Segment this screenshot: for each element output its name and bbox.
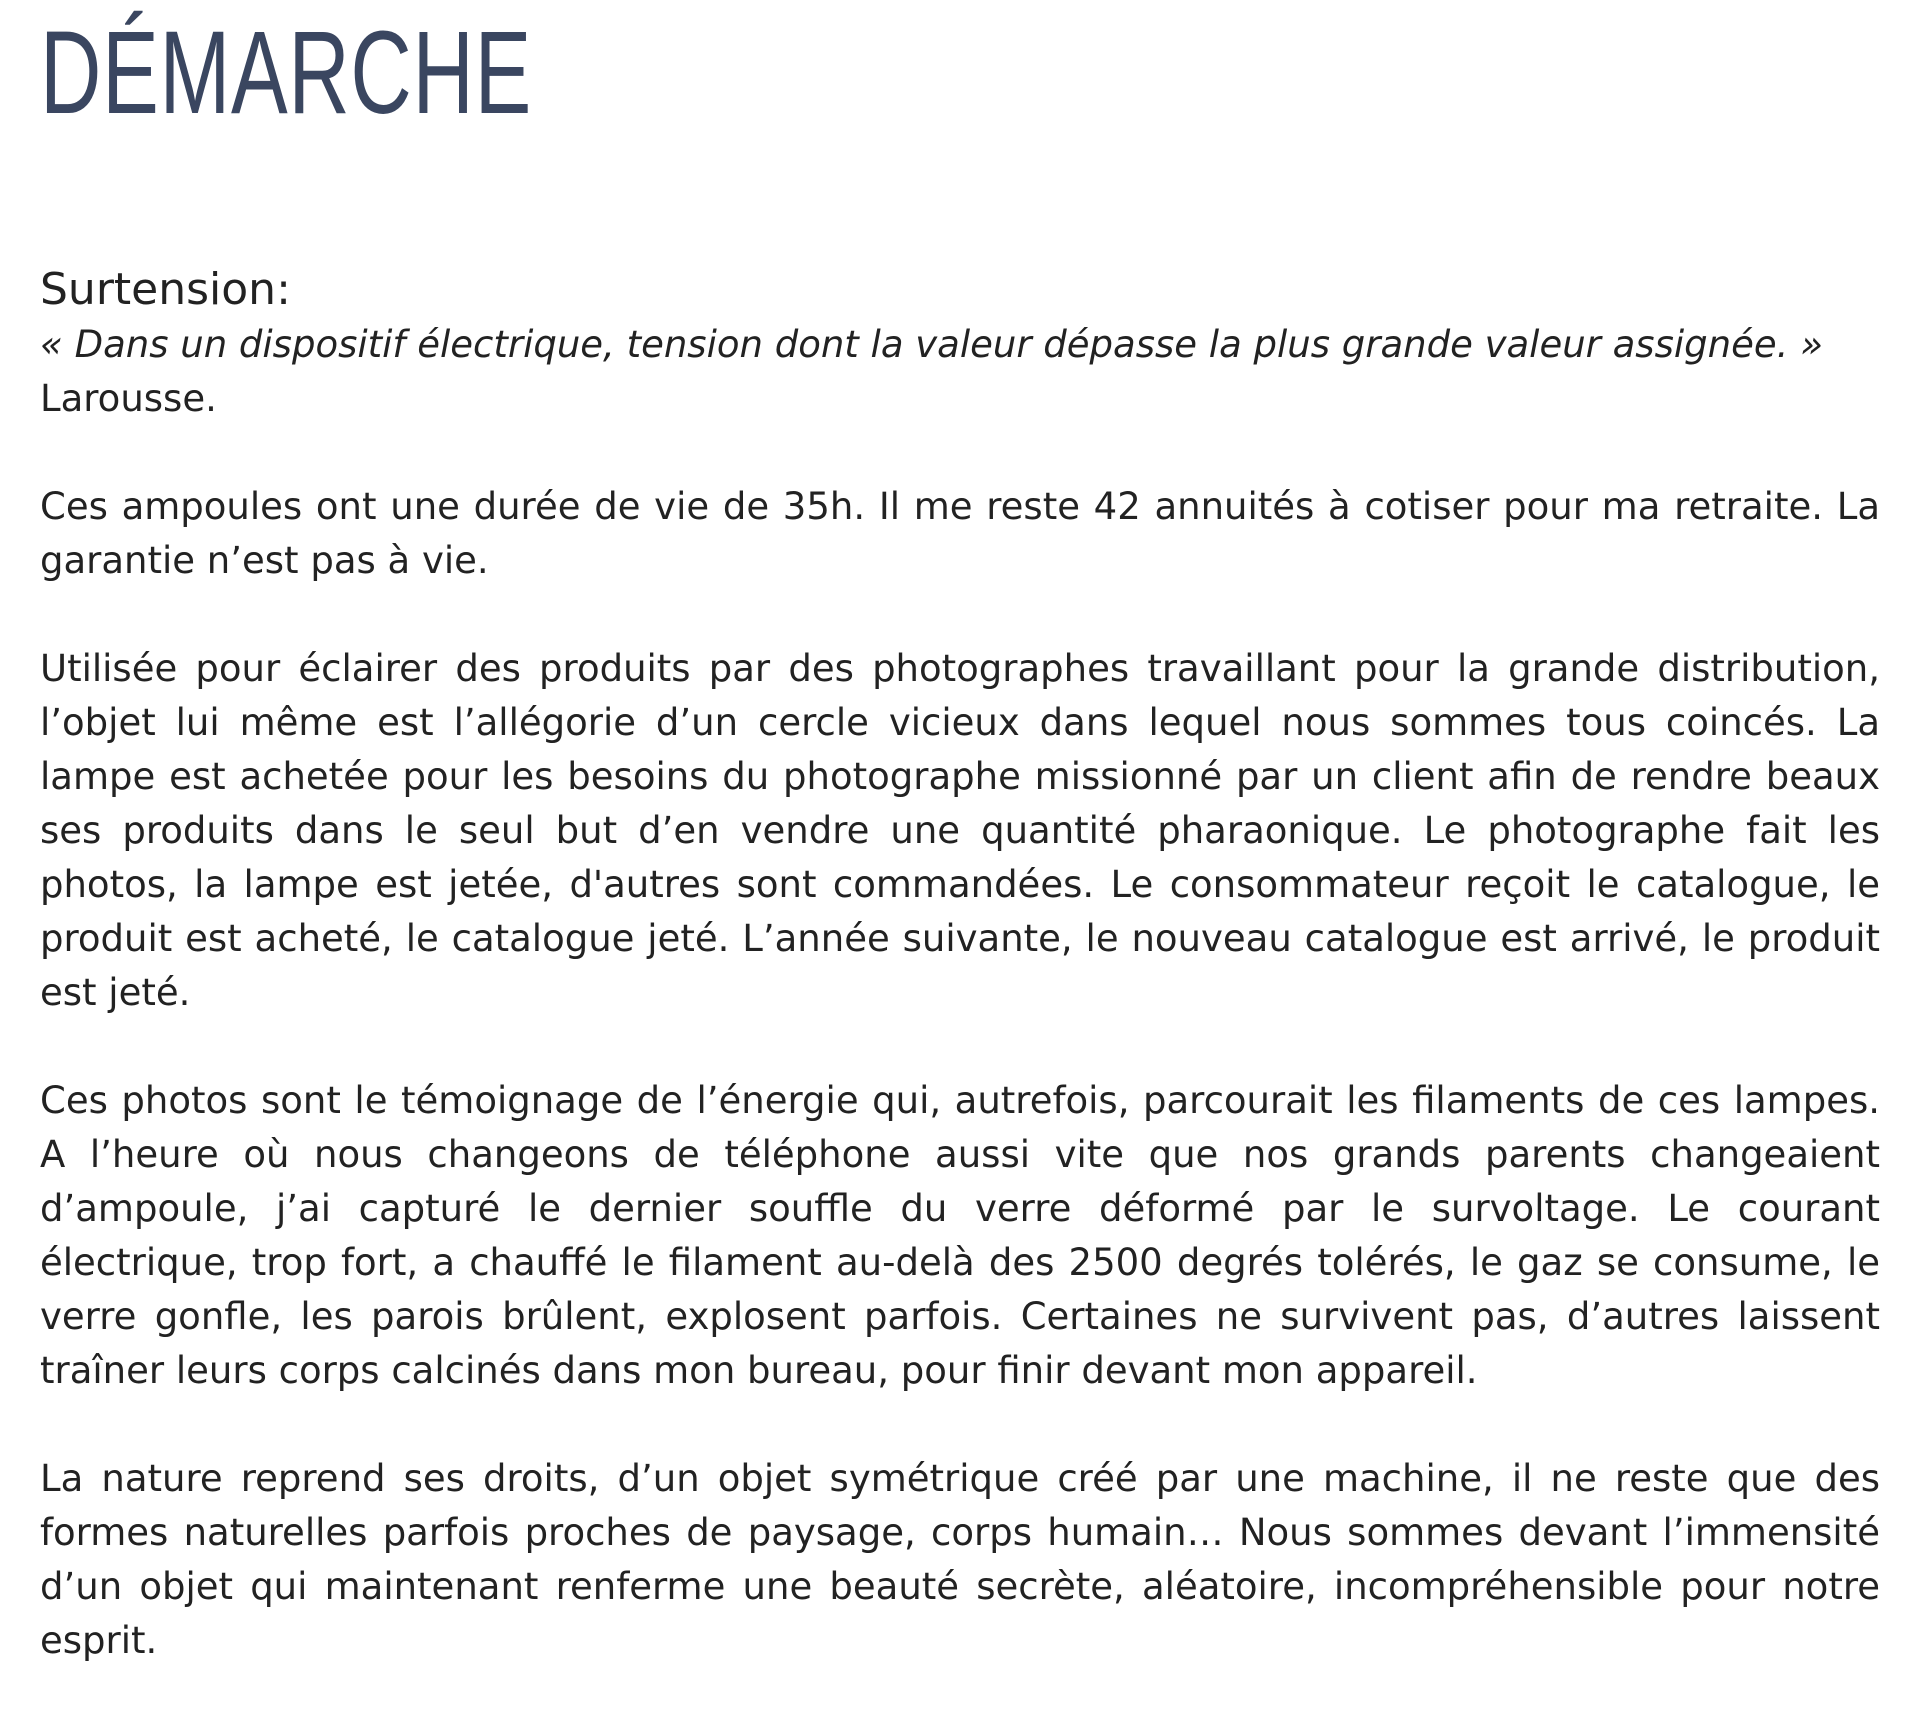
document-body <box>40 262 1880 1722</box>
definition-term: Surtension: <box>40 264 291 315</box>
paragraph-photos: Ces photos sont le témoignage de l’énergie qui, autrefois, parcourait les filaments de ces lampes. A l’heure où nous changeons de téléphone aussi vite que nos grands parents changeaient d’ampoule, j’ai capturé le dernier souffle du verre déformé par le survoltage. Le courant électrique, trop fort, a chauffé le filament au-delà des 2500 degrés tolérés, le gaz se consume, le verre gonfle, les parois brûlent, explosent parfois. Certaines ne survivent pas, d’autres laissent traîner leurs corps calcinés dans mon bureau, pour finir devant mon appareil. <box>40 1079 1880 1392</box>
definition-quote: « Dans un dispositif électrique, tension dont la valeur dépasse la plus grande valeur assignée. » <box>40 323 1823 366</box>
page-title: DÉMARCHE <box>40 7 532 139</box>
paragraph-cycle: Utilisée pour éclairer des produits par des photographes travaillant pour la grande distribution, l’objet lui même est l’allégorie d’un cercle vicieux dans lequel nous sommes tous coincés. La lampe est achetée pour les besoins du photographe missionné par un client afin de rendre beaux ses produits dans le seul but d’en vendre une quantité pharaonique. Le photographe fait les photos, la lampe est jetée, d'autres sont commandées. Le consommateur reçoit le catalogue, le produit est acheté, le catalogue jeté. L’année suivante, le nouveau catalogue est arrivé, le produit est jeté. <box>40 647 1880 1014</box>
paragraph-nature: La nature reprend ses droits, d’un objet symétrique créé par une machine, il ne reste que des formes naturelles parfois proches de paysage, corps humain… Nous sommes devant l’immensité d’un objet qui maintenant renferme une beauté secrète, aléatoire, incompréhensible pour notre esprit. <box>40 1457 1880 1662</box>
paragraph-lifespan: Ces ampoules ont une durée de vie de 35h. Il me reste 42 annuités à cotiser pour ma retraite. La garantie n’est pas à vie. <box>40 485 1880 582</box>
definition-source: Larousse. <box>40 377 217 420</box>
document-page <box>40 0 1880 1662</box>
definition-block <box>40 262 1880 426</box>
